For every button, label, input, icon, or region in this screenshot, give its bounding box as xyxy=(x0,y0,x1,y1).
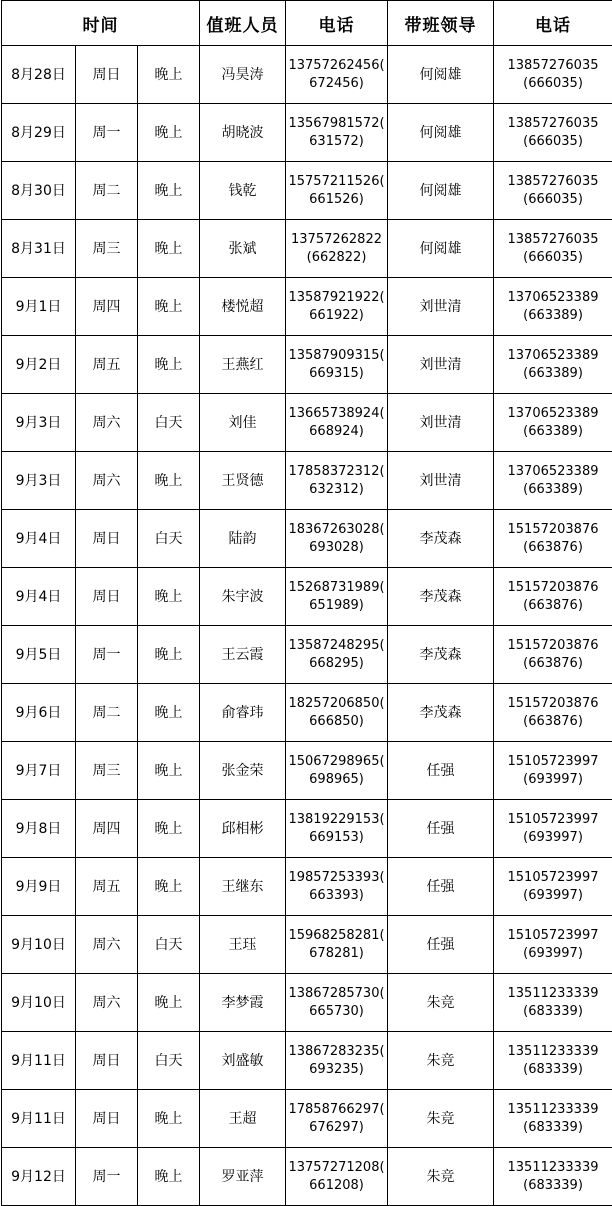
table-row xyxy=(2,1090,612,1148)
date-cell: 9月5日 xyxy=(2,626,76,684)
date-cell: 9月12日 xyxy=(2,1148,76,1206)
staff-phone-cell xyxy=(286,1090,388,1148)
leader-phone-cell xyxy=(494,162,612,220)
leader-phone-number: 15105723997 xyxy=(507,811,599,827)
leader-phone-short: (683339) xyxy=(523,1119,583,1135)
staff-name-cell: 邱相彬 xyxy=(200,800,286,858)
staff-phone-cell xyxy=(286,510,388,568)
date-cell: 9月6日 xyxy=(2,684,76,742)
leader-phone-cell xyxy=(494,626,612,684)
staff-phone-cell xyxy=(286,336,388,394)
staff-phone-number: 17858372312( xyxy=(288,463,385,479)
staff-phone-cell xyxy=(286,1148,388,1206)
date-cell: 8月30日 xyxy=(2,162,76,220)
leader-phone-cell xyxy=(494,1148,612,1206)
staff-phone-cell xyxy=(286,858,388,916)
leader-name-cell: 朱竞 xyxy=(388,974,494,1032)
shift-cell: 白天 xyxy=(138,1032,200,1090)
staff-phone-cell xyxy=(286,394,388,452)
weekday-cell: 周日 xyxy=(76,510,138,568)
leader-phone-cell xyxy=(494,684,612,742)
leader-phone-short: (666035) xyxy=(523,133,583,149)
table-row xyxy=(2,684,612,742)
staff-phone-short: (662822) xyxy=(306,249,367,265)
shift-cell: 晚上 xyxy=(138,1090,200,1148)
staff-phone-short: 663393) xyxy=(309,887,364,903)
staff-name-cell: 朱宇波 xyxy=(200,568,286,626)
shift-cell: 晚上 xyxy=(138,104,200,162)
leader-name-cell: 李茂森 xyxy=(388,568,494,626)
leader-phone-short: (663389) xyxy=(523,365,583,381)
staff-phone-number: 13587921922( xyxy=(288,289,385,305)
leader-phone-cell xyxy=(494,858,612,916)
header-time: 时间 xyxy=(2,1,200,46)
leader-phone-cell xyxy=(494,1090,612,1148)
weekday-cell: 周一 xyxy=(76,1148,138,1206)
staff-name-cell: 胡晓波 xyxy=(200,104,286,162)
leader-phone-short: (693997) xyxy=(523,829,583,845)
weekday-cell: 周二 xyxy=(76,162,138,220)
header-leader-phone: 电话 xyxy=(494,1,612,46)
shift-cell: 晚上 xyxy=(138,858,200,916)
date-cell: 9月11日 xyxy=(2,1090,76,1148)
staff-phone-short: 693028) xyxy=(309,539,364,555)
staff-phone-short: 632312) xyxy=(309,481,364,497)
staff-phone-number: 13567981572( xyxy=(288,115,385,131)
leader-phone-cell xyxy=(494,46,612,104)
shift-cell: 晚上 xyxy=(138,336,200,394)
date-cell: 9月9日 xyxy=(2,858,76,916)
leader-name-cell: 李茂森 xyxy=(388,510,494,568)
table-row xyxy=(2,974,612,1032)
leader-phone-short: (663876) xyxy=(523,539,583,555)
date-cell: 9月3日 xyxy=(2,452,76,510)
leader-phone-number: 15105723997 xyxy=(507,869,599,885)
table-row xyxy=(2,162,612,220)
staff-phone-cell xyxy=(286,46,388,104)
leader-name-cell: 任强 xyxy=(388,916,494,974)
shift-cell: 晚上 xyxy=(138,742,200,800)
leader-phone-number: 15105723997 xyxy=(507,753,599,769)
staff-phone-short: 668295) xyxy=(309,655,364,671)
leader-name-cell: 刘世清 xyxy=(388,452,494,510)
weekday-cell: 周五 xyxy=(76,858,138,916)
leader-phone-short: (693997) xyxy=(523,887,583,903)
staff-phone-number: 13587909315( xyxy=(288,347,385,363)
leader-phone-cell xyxy=(494,916,612,974)
staff-phone-number: 15968258281( xyxy=(288,927,385,943)
staff-phone-cell xyxy=(286,452,388,510)
leader-phone-number: 15105723997 xyxy=(507,927,599,943)
staff-name-cell: 王贤德 xyxy=(200,452,286,510)
weekday-cell: 周五 xyxy=(76,336,138,394)
leader-phone-cell xyxy=(494,510,612,568)
staff-phone-number: 13819229153( xyxy=(288,811,385,827)
staff-name-cell: 王超 xyxy=(200,1090,286,1148)
leader-phone-number: 13511233339 xyxy=(507,985,599,1001)
staff-phone-number: 13587248295( xyxy=(288,637,385,653)
leader-phone-number: 15157203876 xyxy=(507,579,599,595)
date-cell: 9月10日 xyxy=(2,916,76,974)
staff-phone-cell xyxy=(286,974,388,1032)
header-leader: 带班领导 xyxy=(388,1,494,46)
table-row xyxy=(2,568,612,626)
staff-phone-cell xyxy=(286,1032,388,1090)
date-cell: 9月4日 xyxy=(2,510,76,568)
leader-phone-number: 15157203876 xyxy=(507,521,599,537)
leader-name-cell: 朱竞 xyxy=(388,1090,494,1148)
leader-phone-cell xyxy=(494,278,612,336)
leader-phone-cell xyxy=(494,568,612,626)
table-row xyxy=(2,800,612,858)
shift-cell: 白天 xyxy=(138,394,200,452)
leader-phone-number: 13706523389 xyxy=(507,463,599,479)
schedule-body xyxy=(2,46,612,1206)
leader-phone-short: (663876) xyxy=(523,597,583,613)
staff-phone-number: 17858766297( xyxy=(288,1101,385,1117)
leader-phone-cell xyxy=(494,394,612,452)
leader-phone-short: (663876) xyxy=(523,655,583,671)
date-cell: 9月3日 xyxy=(2,394,76,452)
shift-cell: 晚上 xyxy=(138,1148,200,1206)
leader-name-cell: 何阅雄 xyxy=(388,162,494,220)
leader-phone-short: (663389) xyxy=(523,307,583,323)
staff-phone-cell xyxy=(286,162,388,220)
staff-phone-short: 668924) xyxy=(309,423,364,439)
date-cell: 9月11日 xyxy=(2,1032,76,1090)
staff-phone-number: 15757211526( xyxy=(288,173,385,189)
staff-name-cell: 刘盛敏 xyxy=(200,1032,286,1090)
header-staff: 值班人员 xyxy=(200,1,286,46)
weekday-cell: 周一 xyxy=(76,626,138,684)
staff-name-cell: 楼悦超 xyxy=(200,278,286,336)
staff-name-cell: 冯昊涛 xyxy=(200,46,286,104)
leader-name-cell: 任强 xyxy=(388,800,494,858)
leader-phone-short: (666035) xyxy=(523,191,583,207)
table-row xyxy=(2,278,612,336)
weekday-cell: 周六 xyxy=(76,974,138,1032)
leader-phone-short: (663389) xyxy=(523,423,583,439)
leader-phone-cell xyxy=(494,104,612,162)
staff-name-cell: 俞睿玮 xyxy=(200,684,286,742)
leader-phone-short: (666035) xyxy=(523,75,583,91)
staff-name-cell: 王云霞 xyxy=(200,626,286,684)
staff-phone-number: 13867283235( xyxy=(288,1043,385,1059)
staff-phone-cell xyxy=(286,626,388,684)
staff-name-cell: 张金荣 xyxy=(200,742,286,800)
leader-phone-number: 13857276035 xyxy=(507,115,599,131)
leader-phone-number: 13511233339 xyxy=(507,1043,599,1059)
leader-name-cell: 李茂森 xyxy=(388,626,494,684)
weekday-cell: 周六 xyxy=(76,916,138,974)
shift-cell: 晚上 xyxy=(138,800,200,858)
leader-phone-number: 13706523389 xyxy=(507,405,599,421)
staff-name-cell: 罗亚萍 xyxy=(200,1148,286,1206)
date-cell: 9月10日 xyxy=(2,974,76,1032)
leader-phone-cell xyxy=(494,336,612,394)
leader-phone-cell xyxy=(494,800,612,858)
staff-phone-short: 661208) xyxy=(309,1177,364,1193)
staff-name-cell: 王珏 xyxy=(200,916,286,974)
staff-name-cell: 陆韵 xyxy=(200,510,286,568)
staff-name-cell: 王继东 xyxy=(200,858,286,916)
staff-name-cell: 李梦霞 xyxy=(200,974,286,1032)
leader-phone-cell xyxy=(494,974,612,1032)
staff-phone-cell xyxy=(286,916,388,974)
weekday-cell: 周日 xyxy=(76,1090,138,1148)
table-row xyxy=(2,220,612,278)
leader-name-cell: 何阅雄 xyxy=(388,46,494,104)
staff-phone-cell xyxy=(286,278,388,336)
staff-phone-short: 693235) xyxy=(309,1061,364,1077)
header-row xyxy=(2,1,612,46)
leader-phone-number: 13706523389 xyxy=(507,289,599,305)
staff-phone-number: 13757262456( xyxy=(288,57,385,73)
staff-phone-number: 13757271208( xyxy=(288,1159,385,1175)
table-row xyxy=(2,104,612,162)
staff-name-cell: 王燕红 xyxy=(200,336,286,394)
leader-name-cell: 刘世清 xyxy=(388,278,494,336)
date-cell: 9月2日 xyxy=(2,336,76,394)
staff-phone-short: 631572) xyxy=(309,133,364,149)
staff-phone-short: 666850) xyxy=(309,713,364,729)
weekday-cell: 周一 xyxy=(76,104,138,162)
leader-name-cell: 刘世清 xyxy=(388,394,494,452)
table-row xyxy=(2,742,612,800)
leader-name-cell: 朱竞 xyxy=(388,1148,494,1206)
weekday-cell: 周三 xyxy=(76,220,138,278)
leader-phone-number: 15157203876 xyxy=(507,695,599,711)
leader-phone-short: (693997) xyxy=(523,771,583,787)
table-row xyxy=(2,336,612,394)
table-row xyxy=(2,1148,612,1206)
leader-phone-cell xyxy=(494,742,612,800)
staff-phone-number: 18367263028( xyxy=(288,521,385,537)
staff-phone-short: 698965) xyxy=(309,771,364,787)
shift-cell: 晚上 xyxy=(138,162,200,220)
shift-cell: 晚上 xyxy=(138,974,200,1032)
table-row xyxy=(2,452,612,510)
leader-phone-short: (683339) xyxy=(523,1061,583,1077)
table-row xyxy=(2,46,612,104)
shift-cell: 白天 xyxy=(138,510,200,568)
staff-phone-short: 661922) xyxy=(309,307,364,323)
staff-phone-short: 678281) xyxy=(309,945,364,961)
shift-cell: 晚上 xyxy=(138,452,200,510)
table-row xyxy=(2,626,612,684)
leader-phone-short: (663389) xyxy=(523,481,583,497)
staff-phone-number: 13757262822 xyxy=(291,231,382,247)
leader-phone-short: (663876) xyxy=(523,713,583,729)
staff-phone-short: 669153) xyxy=(309,829,364,845)
date-cell: 9月4日 xyxy=(2,568,76,626)
leader-phone-number: 13511233339 xyxy=(507,1101,599,1117)
staff-phone-cell xyxy=(286,742,388,800)
staff-phone-number: 18257206850( xyxy=(288,695,385,711)
staff-phone-cell xyxy=(286,800,388,858)
date-cell: 9月7日 xyxy=(2,742,76,800)
staff-phone-short: 665730) xyxy=(309,1003,364,1019)
date-cell: 8月29日 xyxy=(2,104,76,162)
staff-name-cell: 钱乾 xyxy=(200,162,286,220)
leader-phone-cell xyxy=(494,1032,612,1090)
staff-phone-cell xyxy=(286,684,388,742)
leader-phone-short: (683339) xyxy=(523,1177,583,1193)
table-row xyxy=(2,916,612,974)
weekday-cell: 周六 xyxy=(76,452,138,510)
table-row xyxy=(2,510,612,568)
staff-phone-number: 19857253393( xyxy=(288,869,385,885)
leader-name-cell: 何阅雄 xyxy=(388,104,494,162)
leader-phone-number: 13706523389 xyxy=(507,347,599,363)
staff-phone-number: 13665738924( xyxy=(288,405,385,421)
shift-cell: 白天 xyxy=(138,916,200,974)
staff-phone-short: 651989) xyxy=(309,597,364,613)
staff-phone-number: 15268731989( xyxy=(288,579,385,595)
leader-phone-number: 13857276035 xyxy=(507,57,599,73)
staff-phone-short: 672456) xyxy=(309,75,364,91)
staff-phone-cell xyxy=(286,568,388,626)
shift-cell: 晚上 xyxy=(138,278,200,336)
weekday-cell: 周日 xyxy=(76,568,138,626)
date-cell: 9月8日 xyxy=(2,800,76,858)
shift-cell: 晚上 xyxy=(138,684,200,742)
shift-cell: 晚上 xyxy=(138,568,200,626)
leader-name-cell: 任强 xyxy=(388,742,494,800)
duty-schedule-table xyxy=(1,0,612,1206)
leader-phone-number: 13511233339 xyxy=(507,1159,599,1175)
staff-name-cell: 张斌 xyxy=(200,220,286,278)
shift-cell: 晚上 xyxy=(138,220,200,278)
date-cell: 8月31日 xyxy=(2,220,76,278)
table-row xyxy=(2,858,612,916)
leader-name-cell: 何阅雄 xyxy=(388,220,494,278)
leader-phone-number: 15157203876 xyxy=(507,637,599,653)
staff-phone-short: 676297) xyxy=(309,1119,364,1135)
leader-phone-number: 13857276035 xyxy=(507,173,599,189)
table-row xyxy=(2,394,612,452)
shift-cell: 晚上 xyxy=(138,46,200,104)
staff-phone-short: 669315) xyxy=(309,365,364,381)
weekday-cell: 周三 xyxy=(76,742,138,800)
staff-name-cell: 刘佳 xyxy=(200,394,286,452)
staff-phone-short: 661526) xyxy=(309,191,364,207)
weekday-cell: 周四 xyxy=(76,278,138,336)
weekday-cell: 周六 xyxy=(76,394,138,452)
weekday-cell: 周四 xyxy=(76,800,138,858)
header-staff-phone: 电话 xyxy=(286,1,388,46)
leader-name-cell: 任强 xyxy=(388,858,494,916)
staff-phone-cell xyxy=(286,220,388,278)
leader-phone-short: (693997) xyxy=(523,945,583,961)
leader-name-cell: 李茂森 xyxy=(388,684,494,742)
table-row xyxy=(2,1032,612,1090)
leader-phone-short: (683339) xyxy=(523,1003,583,1019)
weekday-cell: 周二 xyxy=(76,684,138,742)
weekday-cell: 周日 xyxy=(76,1032,138,1090)
leader-name-cell: 刘世清 xyxy=(388,336,494,394)
leader-phone-cell xyxy=(494,452,612,510)
staff-phone-number: 15067298965( xyxy=(288,753,385,769)
weekday-cell: 周日 xyxy=(76,46,138,104)
leader-phone-number: 13857276035 xyxy=(507,231,599,247)
date-cell: 9月1日 xyxy=(2,278,76,336)
leader-phone-cell xyxy=(494,220,612,278)
leader-phone-short: (666035) xyxy=(523,249,583,265)
leader-name-cell: 朱竞 xyxy=(388,1032,494,1090)
staff-phone-cell xyxy=(286,104,388,162)
shift-cell: 晚上 xyxy=(138,626,200,684)
staff-phone-number: 13867285730( xyxy=(288,985,385,1001)
date-cell: 8月28日 xyxy=(2,46,76,104)
